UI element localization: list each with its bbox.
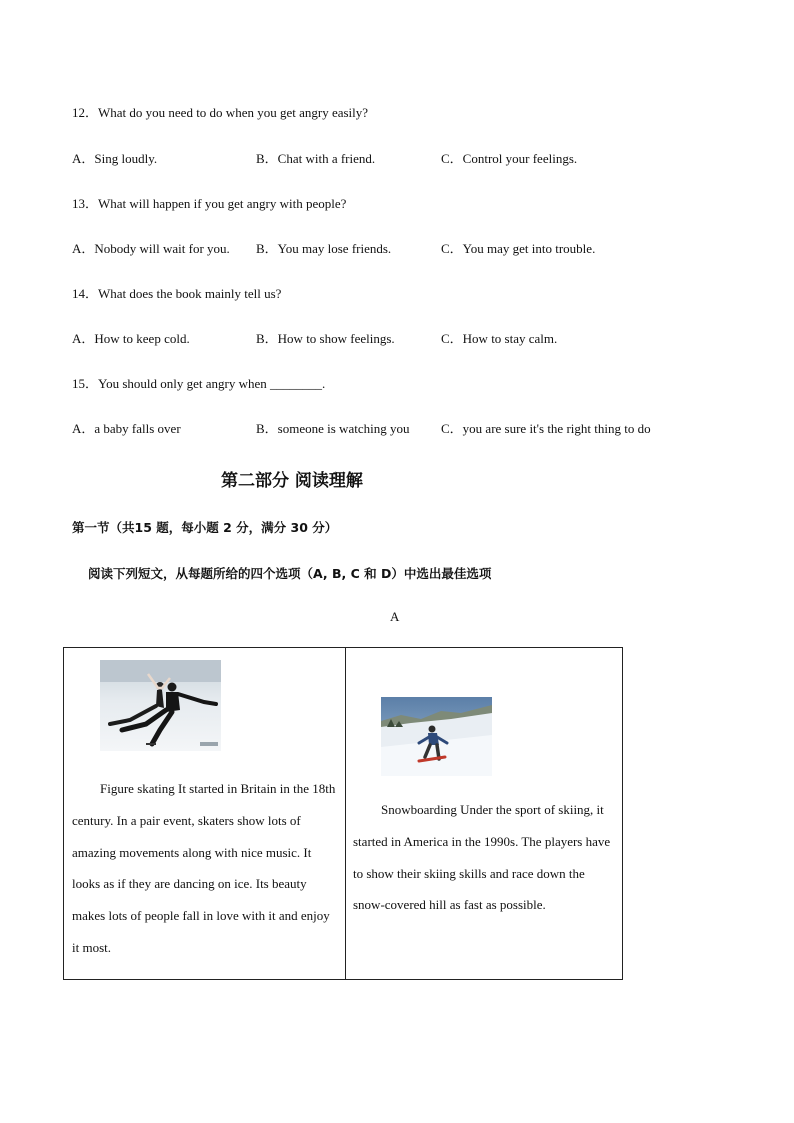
option-a: A．Nobody will wait for you. bbox=[72, 241, 230, 256]
section-title: 第一节（共15 题，每小题 2 分，满分 30 分） bbox=[72, 520, 338, 535]
snowboarding-photo bbox=[381, 697, 492, 776]
option-b: B．You may lose friends. bbox=[256, 241, 392, 256]
option-c: C．Control your feelings. bbox=[441, 151, 578, 166]
option-a: A．Sing loudly. bbox=[72, 151, 158, 166]
question-stem: 14．What does the book mainly tell us? bbox=[72, 286, 282, 301]
snowboarding-text: Snowboarding Under the sport of skiing, it started in America in the 1990s. The players have to show their skiing skills and race down the snow-covered hill as fast as possible. bbox=[353, 802, 611, 913]
figure-skating-photo bbox=[100, 660, 221, 751]
option-a: A．a baby falls over bbox=[72, 421, 181, 436]
option-b: B．Chat with a friend. bbox=[256, 151, 376, 166]
snowboarding-passage bbox=[353, 794, 619, 921]
question-stem: 15．You should only get angry when ________. bbox=[72, 376, 326, 391]
part-title: 第二部分 阅读理解 bbox=[221, 471, 363, 491]
question-stem: 13．What will happen if you get angry with people? bbox=[72, 196, 347, 211]
option-a: A．How to keep cold. bbox=[72, 331, 190, 346]
option-c: C．How to stay calm. bbox=[441, 331, 558, 346]
passage-label: A bbox=[390, 609, 400, 624]
option-c: C．You may get into trouble. bbox=[441, 241, 596, 256]
option-c: C．you are sure it's the right thing to do bbox=[441, 421, 651, 436]
option-b: B．someone is watching you bbox=[256, 421, 410, 436]
passage-table bbox=[63, 647, 623, 980]
instruction-text: 阅读下列短文，从每题所给的四个选项（A, B, C 和 D）中选出最佳选项 bbox=[88, 566, 492, 581]
question-stem: 12．What do you need to do when you get angry easily? bbox=[72, 105, 369, 120]
skating-text: Figure skating It started in Britain in the 18th century. In a pair event, skaters show lots of amazing movements along with nice music. It looks as if they are dancing on ice. Its beauty makes lots of people fall in love with it and enjoy it most. bbox=[72, 781, 336, 955]
skating-passage bbox=[72, 773, 338, 964]
table-divider bbox=[345, 648, 346, 979]
option-b: B．How to show feelings. bbox=[256, 331, 395, 346]
